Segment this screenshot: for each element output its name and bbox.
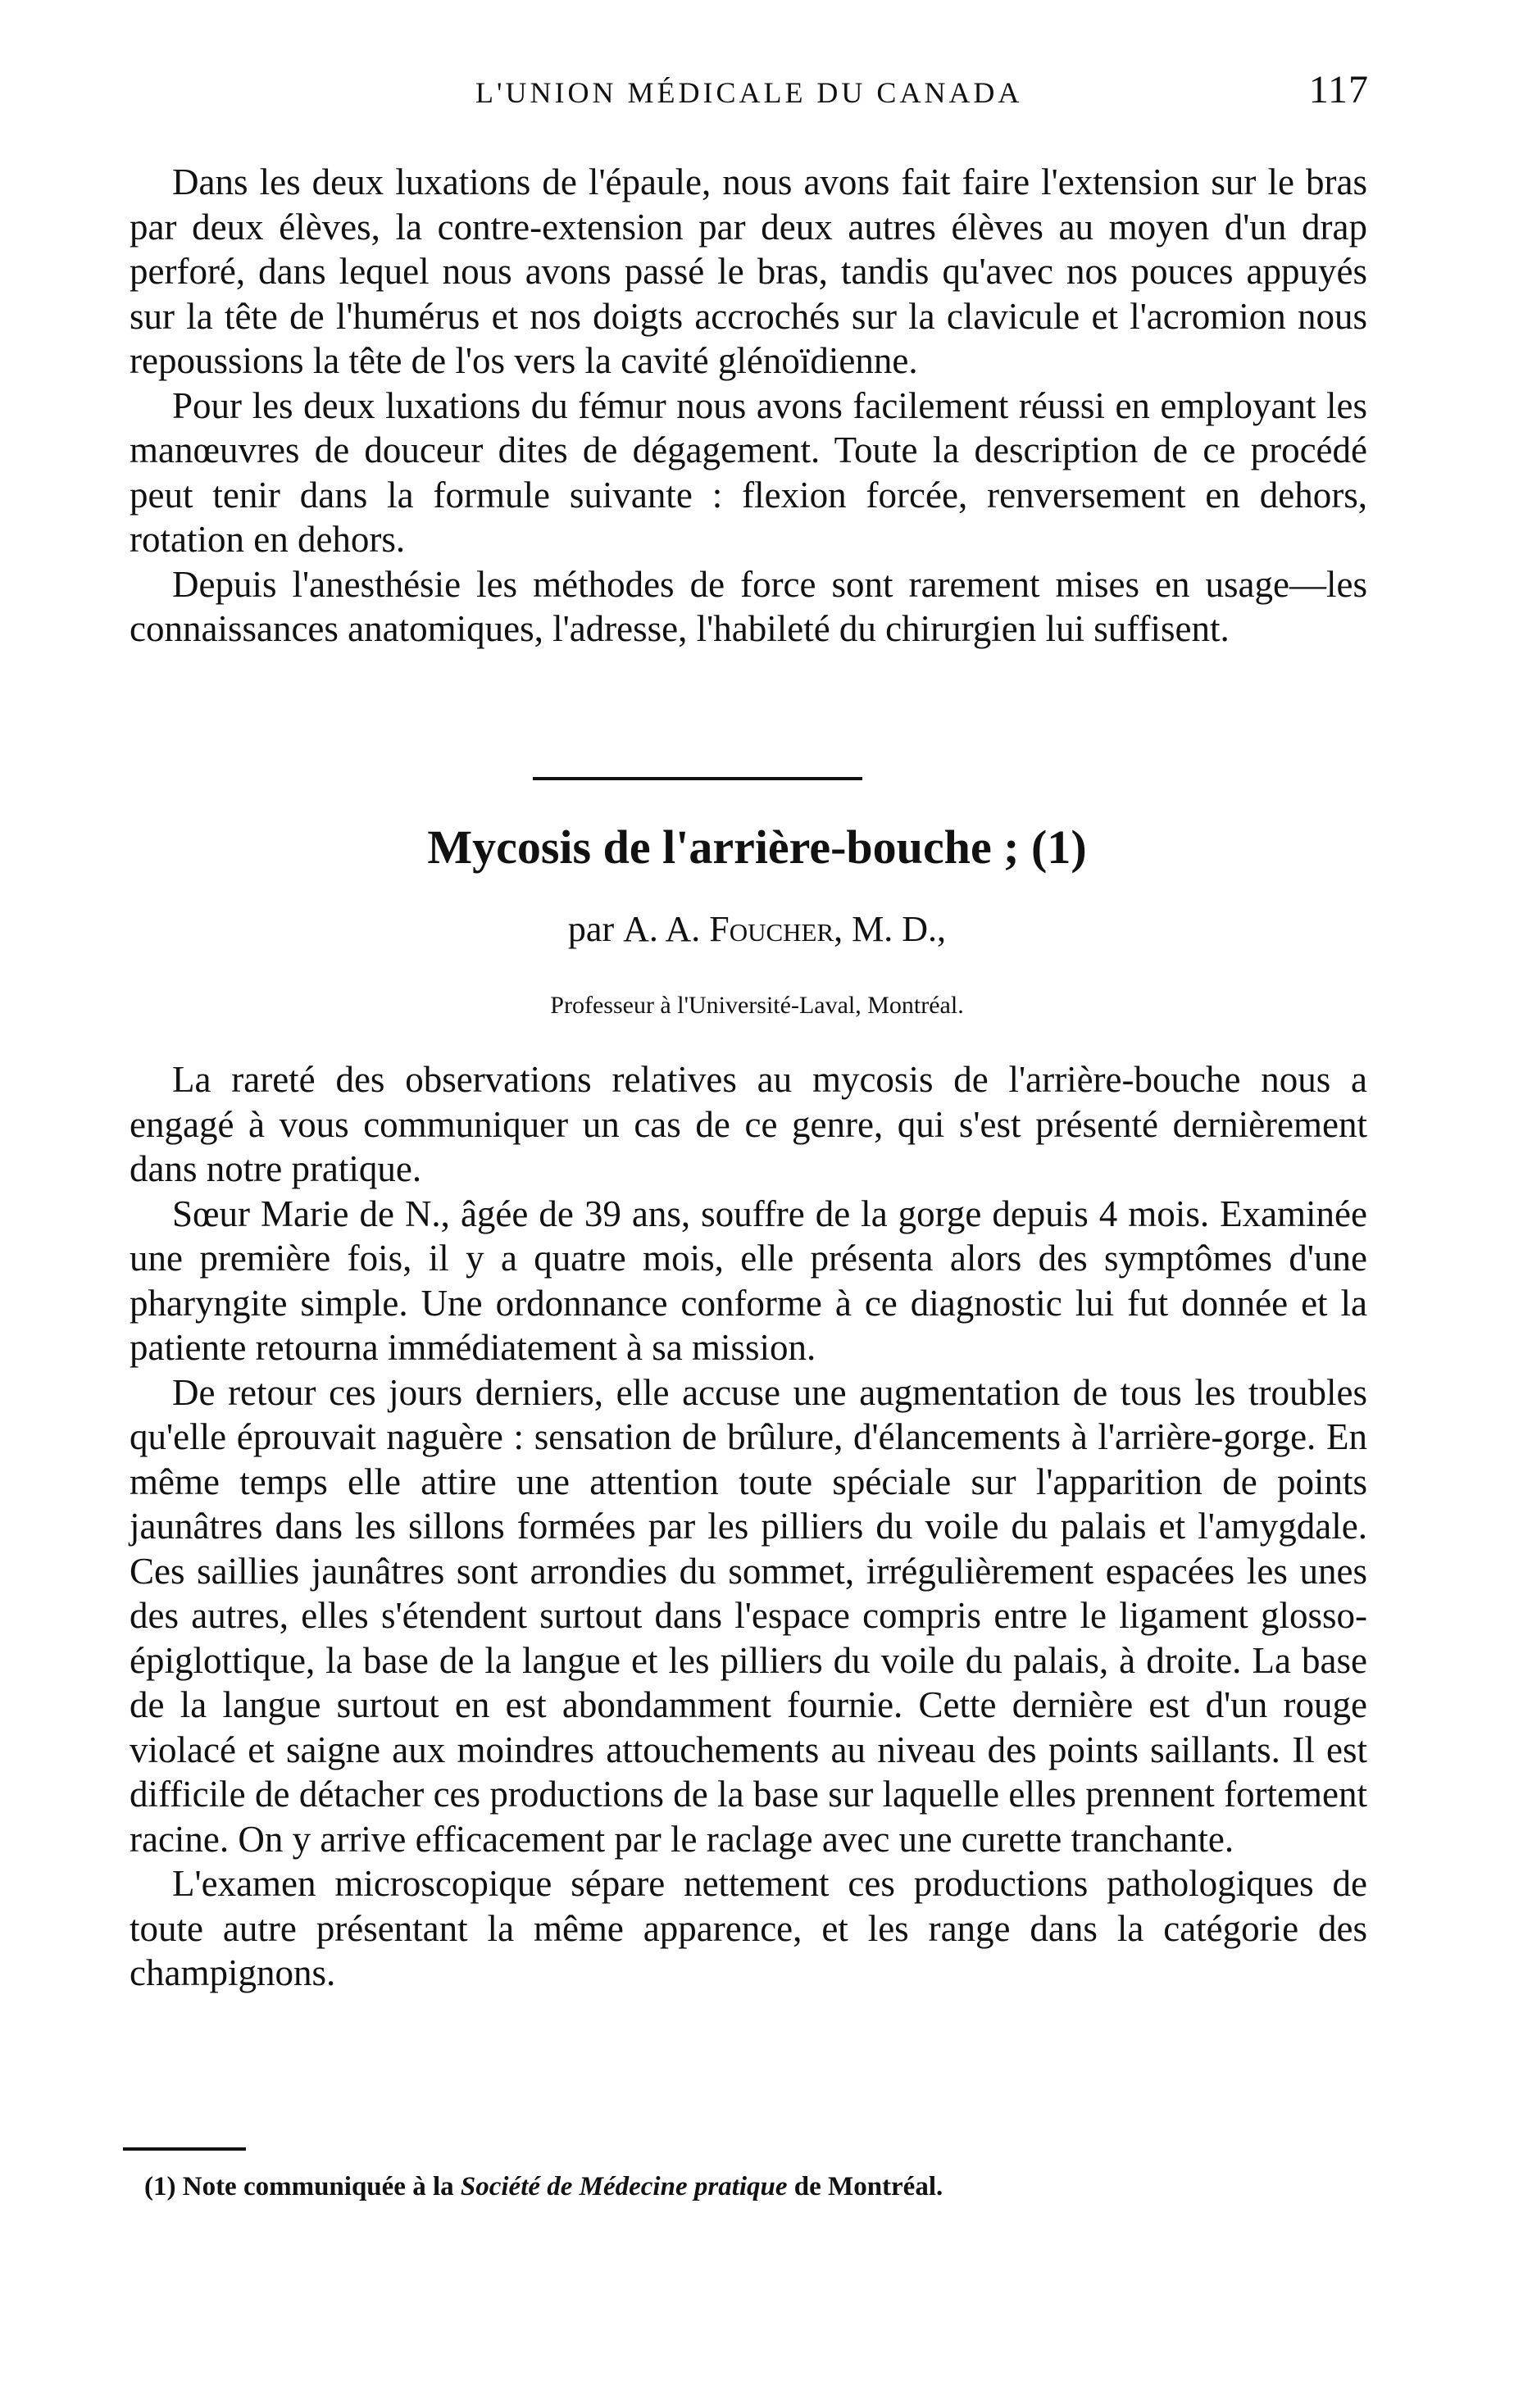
article-title: Mycosis de l'arrière-bouche ; (1): [427, 820, 1087, 874]
journal-title: L'UNION MÉDICALE DU CANADA: [475, 76, 1023, 109]
paragraph: De retour ces jours derniers, elle accuse une augmentation de tous les troubles qu'elle éprouvait naguère : sensation de brûlure, d'élancements à l'arrière-gorge. En même temps elle attire une attention toute spéciale sur l'apparition de points jaunâtres dans les sillons formées par les pilliers du voile du palais et l'amygdale. Ces saillies jaunâtres sont arrondies du sommet, irrégulièrement espacées les unes des autres, elles s'étendent surtout dans l'espace compris entre le ligament glosso-épiglottique, la base de la langue et les pilliers du voile du palais, à droite. La base de la langue surtout en est abondamment fournie. Cette dernière est d'un rouge violacé et saigne aux moindres attouchements au niveau des points saillants. Il est difficile de détacher ces productions de la base sur laquelle elles prennent fortement racine. On y arrive efficacement par le raclage avec une curette tranchante.: [130, 1371, 1367, 1860]
page-number: 117: [1308, 68, 1369, 111]
footnote: [144, 2172, 1374, 2202]
author-affiliation: Professeur à l'Université-Laval, Montréal.: [550, 992, 964, 1019]
paragraph: Dans les deux luxations de l'épaule, nous avons fait faire l'extension sur le bras par deux élèves, la contre-extension par deux autres élèves au moyen d'un drap perforé, dans lequel nous avons passé le bras, tandis qu'avec nos pouces appuyés sur la tête de l'humérus et nos doigts accrochés sur la clavicule et l'acromion nous repoussions la tête de l'os vers la cavité glénoïdienne.: [130, 161, 1367, 381]
paragraph: L'examen microscopique sépare nettement ces productions pathologiques de toute autre présentant la même apparence, et les range dans la catégorie des champignons.: [130, 1863, 1367, 1993]
footnote-text-end: de Montréal.: [787, 2172, 943, 2201]
section-divider: [533, 777, 862, 780]
byline: [0, 908, 1514, 950]
running-header: [131, 67, 1369, 125]
paragraph: Pour les deux luxations du fémur nous avons facilement réussi en employant les manœuvres de douceur dites de dégagement. Toute la description de ce procédé peut tenir dans la formule suivante : flexion forcée, renversement en dehors, rotation en dehors.: [130, 384, 1367, 560]
section-continuation: [130, 160, 1367, 652]
footnote-marker: (1): [144, 2172, 176, 2201]
paragraph: La rareté des observations relatives au mycosis de l'arrière-bouche nous a engagé à vous communiquer un cas de ce genre, qui s'est présenté dernièrement dans notre pratique.: [130, 1059, 1367, 1189]
footnote-rule: [123, 2147, 246, 2151]
paragraph: Sœur Marie de N., âgée de 39 ans, souffre de la gorge depuis 4 mois. Examinée une première fois, il y a quatre mois, elle présenta alors des symptômes d'une pharyngite simple. Une ordonnance conforme à ce diagnostic lui fut donnée et la patiente retourna immédiatement à sa mission.: [130, 1193, 1367, 1368]
byline-prefix: par: [567, 909, 624, 949]
footnote-text: Note communiquée à la: [175, 2172, 461, 2201]
paragraph: Depuis l'anesthésie les méthodes de force sont rarement mises en usage—les connaissances anatomiques, l'adresse, l'habileté du chirurgien lui suffisent.: [130, 563, 1367, 649]
article-body: [130, 1057, 1367, 1996]
author-name: A. A. Foucher, M. D.,: [623, 909, 947, 949]
footnote-society: Société de Médecine pratique: [460, 2172, 788, 2201]
